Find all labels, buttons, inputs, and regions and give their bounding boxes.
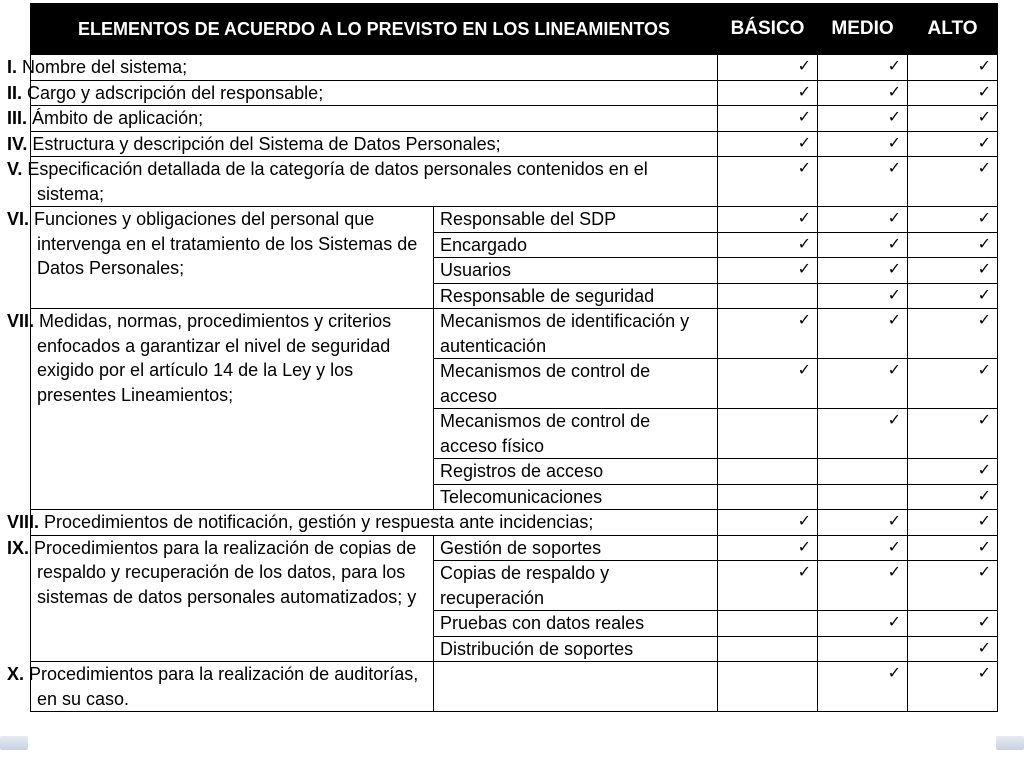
checkmark-icon: ✓ bbox=[797, 56, 812, 75]
checkmark-icon: ✓ bbox=[977, 233, 992, 253]
check-cell-medio bbox=[818, 258, 908, 284]
check-cell-medio bbox=[818, 484, 908, 510]
checkmark-icon: ✓ bbox=[887, 259, 902, 278]
sub-element: Encargado bbox=[434, 232, 718, 258]
checkmark-icon: ✓ bbox=[887, 511, 902, 530]
element-number: VIII. bbox=[7, 512, 40, 532]
check-cell-basico bbox=[718, 258, 818, 284]
sub-element bbox=[434, 662, 718, 712]
check-cell-basico bbox=[718, 484, 818, 510]
sub-element: Responsable de seguridad bbox=[434, 283, 718, 309]
security-levels-table bbox=[7, 3, 998, 712]
check-cell-alto bbox=[908, 309, 998, 359]
sub-element: Pruebas con datos reales bbox=[434, 611, 718, 637]
element-description bbox=[7, 510, 718, 536]
element-description bbox=[7, 207, 434, 309]
checkmark-icon: ✓ bbox=[977, 259, 992, 278]
check-cell-medio bbox=[818, 459, 908, 485]
check-cell-alto bbox=[908, 484, 998, 510]
element-number: IV. bbox=[7, 133, 28, 154]
table-row bbox=[31, 80, 998, 106]
checkmark-icon: ✓ bbox=[977, 511, 992, 530]
sub-element: Usuarios bbox=[434, 258, 718, 284]
check-cell-basico bbox=[718, 106, 818, 132]
element-number: II. bbox=[7, 82, 23, 103]
checkmark-icon: ✓ bbox=[797, 158, 812, 177]
checkmark-icon: ✓ bbox=[887, 310, 902, 329]
checkmark-icon: ✓ bbox=[887, 132, 902, 152]
checkmark-icon: ✓ bbox=[887, 81, 902, 101]
sub-element: Distribución de soportes bbox=[434, 636, 718, 662]
table-row bbox=[31, 55, 998, 81]
check-cell-alto bbox=[908, 106, 998, 132]
checkmark-icon: ✓ bbox=[977, 360, 992, 379]
checkmark-icon: ✓ bbox=[977, 460, 992, 479]
check-cell-basico bbox=[718, 459, 818, 485]
check-cell-alto bbox=[908, 636, 998, 662]
check-cell-medio bbox=[818, 510, 908, 536]
check-cell-alto bbox=[908, 80, 998, 106]
check-cell-medio bbox=[818, 207, 908, 233]
check-cell-alto bbox=[908, 55, 998, 81]
check-cell-basico bbox=[718, 359, 818, 409]
table-row bbox=[31, 207, 998, 233]
checkmark-icon: ✓ bbox=[977, 208, 992, 227]
check-cell-basico bbox=[718, 309, 818, 359]
check-cell-basico bbox=[718, 510, 818, 536]
check-cell-alto bbox=[908, 359, 998, 409]
checkmark-icon: ✓ bbox=[977, 637, 992, 657]
element-text: Procedimientos de notificación, gestión y respuesta ante incidencias; bbox=[44, 512, 594, 532]
checkmark-icon: ✓ bbox=[977, 132, 992, 152]
check-cell-alto bbox=[908, 459, 998, 485]
checkmark-icon: ✓ bbox=[797, 132, 812, 152]
check-cell-basico bbox=[718, 157, 818, 207]
checkmark-icon: ✓ bbox=[887, 360, 902, 379]
check-cell-alto bbox=[908, 662, 998, 712]
checkmark-icon: ✓ bbox=[887, 208, 902, 227]
table-row bbox=[31, 535, 998, 561]
check-cell-medio bbox=[818, 561, 908, 611]
check-cell-alto bbox=[908, 157, 998, 207]
element-description bbox=[7, 55, 718, 81]
checkmark-icon: ✓ bbox=[977, 536, 992, 556]
check-cell-alto bbox=[908, 510, 998, 536]
check-cell-medio bbox=[818, 409, 908, 459]
check-cell-medio bbox=[818, 80, 908, 106]
checkmark-icon: ✓ bbox=[977, 310, 992, 329]
checkmark-icon: ✓ bbox=[977, 158, 992, 177]
check-cell-medio bbox=[818, 131, 908, 157]
checkmark-icon: ✓ bbox=[977, 56, 992, 75]
header-title: ELEMENTOS DE ACUERDO A LO PREVISTO EN LOS LINEAMIENTOS bbox=[31, 4, 718, 55]
table-row bbox=[31, 157, 998, 207]
check-cell-basico bbox=[718, 535, 818, 561]
element-text: Especificación detallada de la categoría de datos personales contenidos en el sistema; bbox=[27, 159, 648, 204]
check-cell-basico bbox=[718, 80, 818, 106]
element-number: VI. bbox=[7, 209, 30, 229]
table-row bbox=[31, 106, 998, 132]
element-description bbox=[7, 131, 718, 157]
header-level-basico: BÁSICO bbox=[718, 4, 818, 55]
check-cell-alto bbox=[908, 535, 998, 561]
check-cell-medio bbox=[818, 662, 908, 712]
check-cell-medio bbox=[818, 106, 908, 132]
check-cell-alto bbox=[908, 409, 998, 459]
checkmark-icon: ✓ bbox=[887, 107, 902, 126]
checkmark-icon: ✓ bbox=[887, 56, 902, 75]
check-cell-alto bbox=[908, 258, 998, 284]
check-cell-basico bbox=[718, 611, 818, 637]
checkmark-icon: ✓ bbox=[887, 158, 902, 177]
sub-element: Copias de respaldo y recuperación bbox=[434, 561, 718, 611]
element-text: Nombre del sistema; bbox=[22, 57, 188, 77]
header-level-medio: MEDIO bbox=[818, 4, 908, 55]
check-cell-alto bbox=[908, 131, 998, 157]
check-cell-basico bbox=[718, 636, 818, 662]
check-cell-medio bbox=[818, 359, 908, 409]
element-text: Cargo y adscripción del responsable; bbox=[27, 82, 324, 103]
element-text: Estructura y descripción del Sistema de Datos Personales; bbox=[32, 133, 501, 154]
check-cell-basico bbox=[718, 55, 818, 81]
check-cell-basico bbox=[718, 232, 818, 258]
checkmark-icon: ✓ bbox=[797, 562, 812, 581]
table-row bbox=[31, 131, 998, 157]
element-number: V. bbox=[7, 159, 23, 179]
check-cell-basico bbox=[718, 561, 818, 611]
element-description bbox=[7, 309, 434, 510]
sub-element: Mecanismos de control de acceso físico bbox=[434, 409, 718, 459]
checkmark-icon: ✓ bbox=[797, 511, 812, 530]
sub-element: Registros de acceso bbox=[434, 459, 718, 485]
table-row bbox=[31, 662, 998, 712]
checkmark-icon: ✓ bbox=[977, 663, 992, 682]
check-cell-medio bbox=[818, 55, 908, 81]
element-text: Medidas, normas, procedimientos y criterios enfocados a garantizar el nivel de seguridad exigido por el artículo 14 de la Ley y los presentes Lineamientos; bbox=[37, 311, 392, 405]
checkmark-icon: ✓ bbox=[797, 536, 812, 556]
checkmark-icon: ✓ bbox=[797, 81, 812, 101]
element-number: X. bbox=[7, 664, 25, 684]
checkmark-icon: ✓ bbox=[797, 208, 812, 227]
checkmark-icon: ✓ bbox=[977, 562, 992, 581]
check-cell-medio bbox=[818, 309, 908, 359]
check-cell-medio bbox=[818, 535, 908, 561]
element-description bbox=[7, 662, 434, 712]
check-cell-alto bbox=[908, 283, 998, 309]
checkmark-icon: ✓ bbox=[887, 233, 902, 253]
check-cell-basico bbox=[718, 409, 818, 459]
checkmark-icon: ✓ bbox=[887, 536, 902, 556]
checkmark-icon: ✓ bbox=[887, 663, 902, 682]
slide-decoration-right bbox=[996, 736, 1024, 750]
check-cell-medio bbox=[818, 157, 908, 207]
checkmark-icon: ✓ bbox=[797, 360, 812, 379]
checkmark-icon: ✓ bbox=[887, 612, 902, 631]
check-cell-basico bbox=[718, 283, 818, 309]
slide-decoration-left bbox=[0, 736, 28, 750]
sub-element: Mecanismos de control de acceso bbox=[434, 359, 718, 409]
element-number: I. bbox=[7, 57, 18, 77]
check-cell-alto bbox=[908, 207, 998, 233]
table-row bbox=[31, 510, 998, 536]
check-cell-basico bbox=[718, 131, 818, 157]
check-cell-medio bbox=[818, 283, 908, 309]
element-text: Funciones y obligaciones del personal que intervenga en el tratamiento de los Sistemas de Datos Personales; bbox=[34, 209, 418, 278]
checkmark-icon: ✓ bbox=[887, 410, 902, 429]
checkmark-icon: ✓ bbox=[797, 233, 812, 253]
header-level-alto: ALTO bbox=[908, 4, 998, 55]
checkmark-icon: ✓ bbox=[887, 284, 902, 304]
sub-element: Responsable del SDP bbox=[434, 207, 718, 233]
element-number: III. bbox=[7, 108, 28, 128]
sub-element: Mecanismos de identificación y autenticación bbox=[434, 309, 718, 359]
element-text: Ámbito de aplicación; bbox=[32, 108, 204, 128]
element-description bbox=[7, 157, 718, 207]
sub-element: Telecomunicaciones bbox=[434, 484, 718, 510]
check-cell-medio bbox=[818, 232, 908, 258]
checkmark-icon: ✓ bbox=[977, 107, 992, 126]
check-cell-medio bbox=[818, 611, 908, 637]
element-text: Procedimientos para la realización de copias de respaldo y recuperación de los datos, para los sistemas de datos personales automatizados; y bbox=[34, 537, 417, 607]
table-body bbox=[7, 55, 998, 712]
checkmark-icon: ✓ bbox=[977, 81, 992, 101]
element-description bbox=[7, 106, 718, 132]
checkmark-icon: ✓ bbox=[797, 259, 812, 278]
element-number: IX. bbox=[7, 537, 30, 558]
checkmark-icon: ✓ bbox=[977, 485, 992, 505]
element-description bbox=[7, 535, 434, 662]
element-text: Procedimientos para la realización de auditorías, en su caso. bbox=[29, 664, 419, 709]
check-cell-basico bbox=[718, 207, 818, 233]
checkmark-icon: ✓ bbox=[797, 310, 812, 329]
table-row bbox=[31, 309, 998, 359]
sub-element: Gestión de soportes bbox=[434, 535, 718, 561]
element-description bbox=[7, 80, 718, 106]
check-cell-alto bbox=[908, 561, 998, 611]
checkmark-icon: ✓ bbox=[977, 410, 992, 429]
check-cell-medio bbox=[818, 636, 908, 662]
checkmark-icon: ✓ bbox=[977, 284, 992, 304]
checkmark-icon: ✓ bbox=[797, 107, 812, 126]
check-cell-alto bbox=[908, 611, 998, 637]
check-cell-basico bbox=[718, 662, 818, 712]
check-cell-alto bbox=[908, 232, 998, 258]
table-header-row bbox=[31, 4, 998, 55]
checkmark-icon: ✓ bbox=[977, 612, 992, 631]
checkmark-icon: ✓ bbox=[887, 562, 902, 581]
element-number: VII. bbox=[7, 311, 35, 331]
